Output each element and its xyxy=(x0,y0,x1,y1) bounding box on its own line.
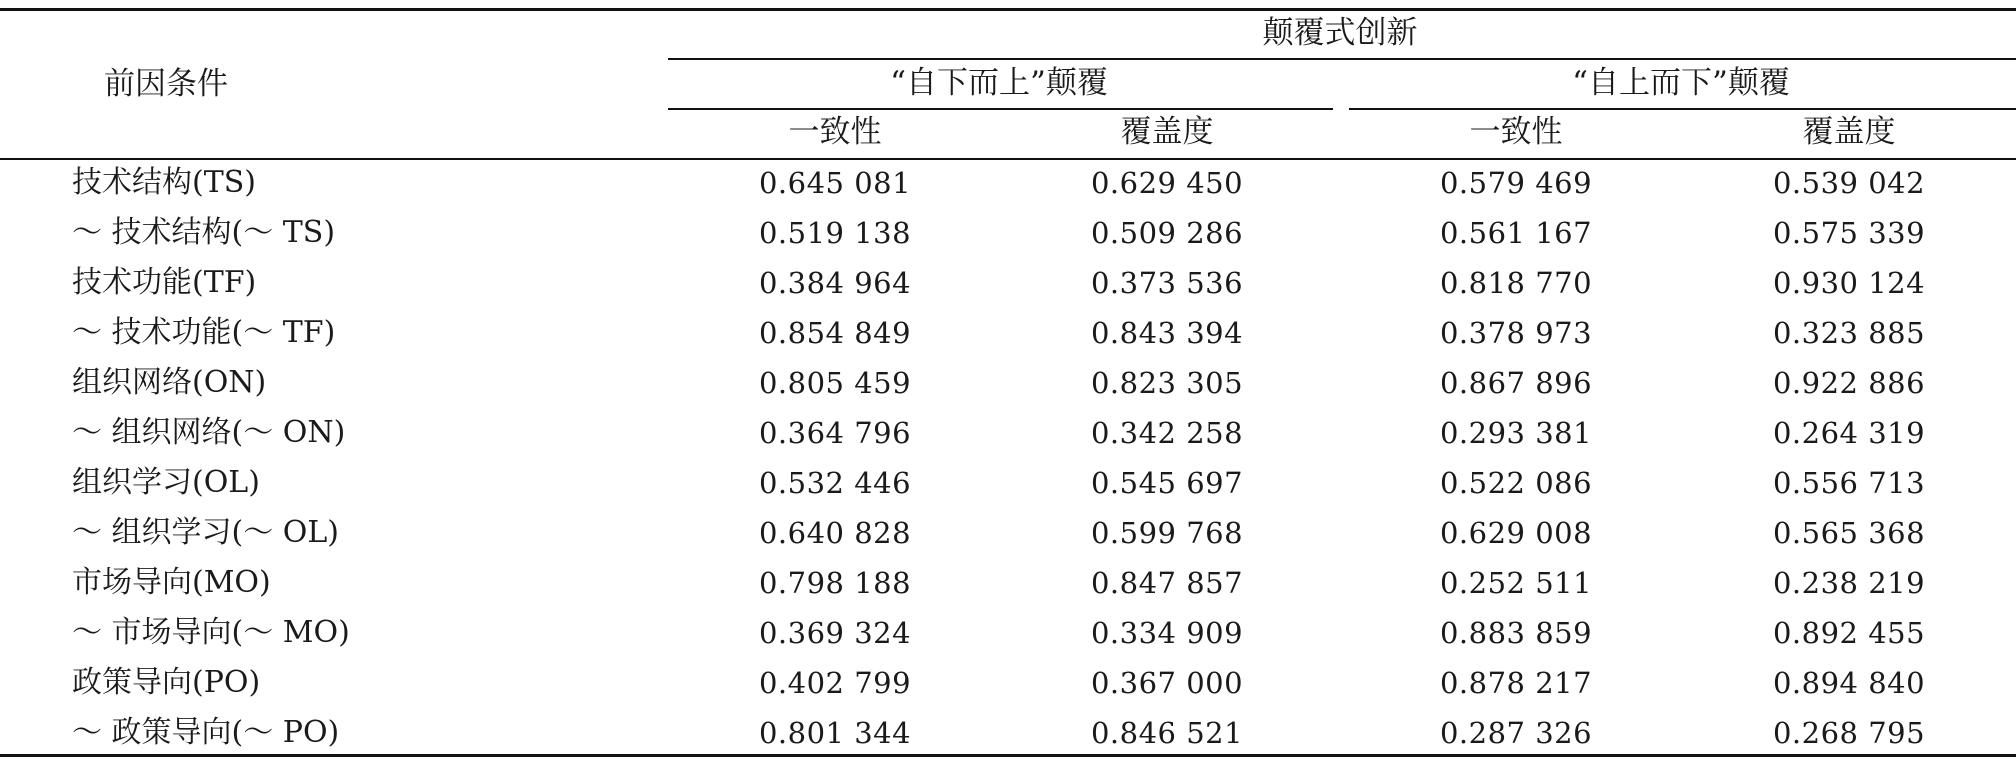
table-cell: 0.532 446 xyxy=(758,466,912,500)
table-cell: 0.878 217 xyxy=(1439,666,1593,700)
table-cell: 0.556 713 xyxy=(1772,466,1926,500)
table-cell: 0.293 381 xyxy=(1439,416,1593,450)
table-cell: 0.805 459 xyxy=(758,366,912,400)
table-cell: 0.334 909 xyxy=(1090,616,1244,650)
table-cell: 0.364 796 xyxy=(758,416,912,450)
row-label: ～ 技术功能(～ TF) xyxy=(72,315,336,350)
table-cell: 0.561 167 xyxy=(1439,216,1593,250)
row-label: 技术结构(TS) xyxy=(72,165,256,200)
table-cell: 0.629 008 xyxy=(1439,516,1593,550)
metric-header: 一致性 xyxy=(1469,114,1563,150)
row-label: ～ 市场导向(～ MO) xyxy=(72,615,350,650)
table-cell: 0.599 768 xyxy=(1090,516,1244,550)
table-cell: 0.522 086 xyxy=(1439,466,1593,500)
table-cell: 0.252 511 xyxy=(1439,566,1593,600)
table-cell: 0.378 973 xyxy=(1439,316,1593,350)
table-cell: 0.323 885 xyxy=(1772,316,1926,350)
table-cell: 0.402 799 xyxy=(758,666,912,700)
table-cell: 0.342 258 xyxy=(1090,416,1244,450)
table-cell: 0.367 000 xyxy=(1090,666,1244,700)
group-header: 颠覆式创新 xyxy=(1262,15,1418,51)
row-label: 组织网络(ON) xyxy=(72,365,267,400)
table-cell: 0.369 324 xyxy=(758,616,912,650)
subgroup-underline-bottom-up xyxy=(668,108,1333,110)
row-label: ～ 技术结构(～ TS) xyxy=(72,215,336,250)
row-label: ～ 政策导向(～ PO) xyxy=(72,715,340,750)
table-cell: 0.629 450 xyxy=(1090,166,1244,200)
row-label: ～ 组织学习(～ OL) xyxy=(72,515,339,550)
antecedent-header: 前因条件 xyxy=(104,66,228,102)
subgroup-underline-top-down xyxy=(1349,108,2016,110)
table-cell: 0.930 124 xyxy=(1772,266,1926,300)
table-cell: 0.854 849 xyxy=(758,316,912,350)
table-cell: 0.373 536 xyxy=(1090,266,1244,300)
table-cell: 0.287 326 xyxy=(1439,716,1593,750)
table-cell: 0.801 344 xyxy=(758,716,912,750)
header-bottom-rule xyxy=(0,158,2016,160)
group-underline xyxy=(668,58,2016,60)
table-cell: 0.846 521 xyxy=(1090,716,1244,750)
table-cell: 0.640 828 xyxy=(758,516,912,550)
table-cell: 0.798 188 xyxy=(758,566,912,600)
table-cell: 0.579 469 xyxy=(1439,166,1593,200)
table-cell: 0.268 795 xyxy=(1772,716,1926,750)
table-cell: 0.883 859 xyxy=(1439,616,1593,650)
table-cell: 0.575 339 xyxy=(1772,216,1926,250)
table-cell: 0.922 886 xyxy=(1772,366,1926,400)
bottom-rule xyxy=(0,754,2016,757)
table-cell: 0.818 770 xyxy=(1439,266,1593,300)
table-cell: 0.238 219 xyxy=(1772,566,1926,600)
table-cell: 0.545 697 xyxy=(1090,466,1244,500)
table-cell: 0.264 319 xyxy=(1772,416,1926,450)
metric-header: 覆盖度 xyxy=(1802,114,1896,150)
row-label: 市场导向(MO) xyxy=(72,565,271,600)
table-cell: 0.823 305 xyxy=(1090,366,1244,400)
table-cell: 0.565 368 xyxy=(1772,516,1926,550)
row-label: 技术功能(TF) xyxy=(72,265,257,300)
table-cell: 0.645 081 xyxy=(758,166,912,200)
row-label: 组织学习(OL) xyxy=(72,465,260,500)
table-cell: 0.384 964 xyxy=(758,266,912,300)
table-cell: 0.892 455 xyxy=(1772,616,1926,650)
top-rule xyxy=(0,8,2016,11)
table-cell: 0.867 896 xyxy=(1439,366,1593,400)
subgroup-header-top-down: “自上而下”颠覆 xyxy=(1572,65,1790,101)
table-cell: 0.894 840 xyxy=(1772,666,1926,700)
metric-header: 一致性 xyxy=(788,114,882,150)
row-label: ～ 组织网络(～ ON) xyxy=(72,415,346,450)
table-cell: 0.847 857 xyxy=(1090,566,1244,600)
table-cell: 0.519 138 xyxy=(758,216,912,250)
row-label: 政策导向(PO) xyxy=(72,665,261,700)
metric-header: 覆盖度 xyxy=(1120,114,1214,150)
table-cell: 0.843 394 xyxy=(1090,316,1244,350)
table-cell: 0.509 286 xyxy=(1090,216,1244,250)
subgroup-header-bottom-up: “自下而上”颠覆 xyxy=(890,65,1108,101)
table-cell: 0.539 042 xyxy=(1772,166,1926,200)
